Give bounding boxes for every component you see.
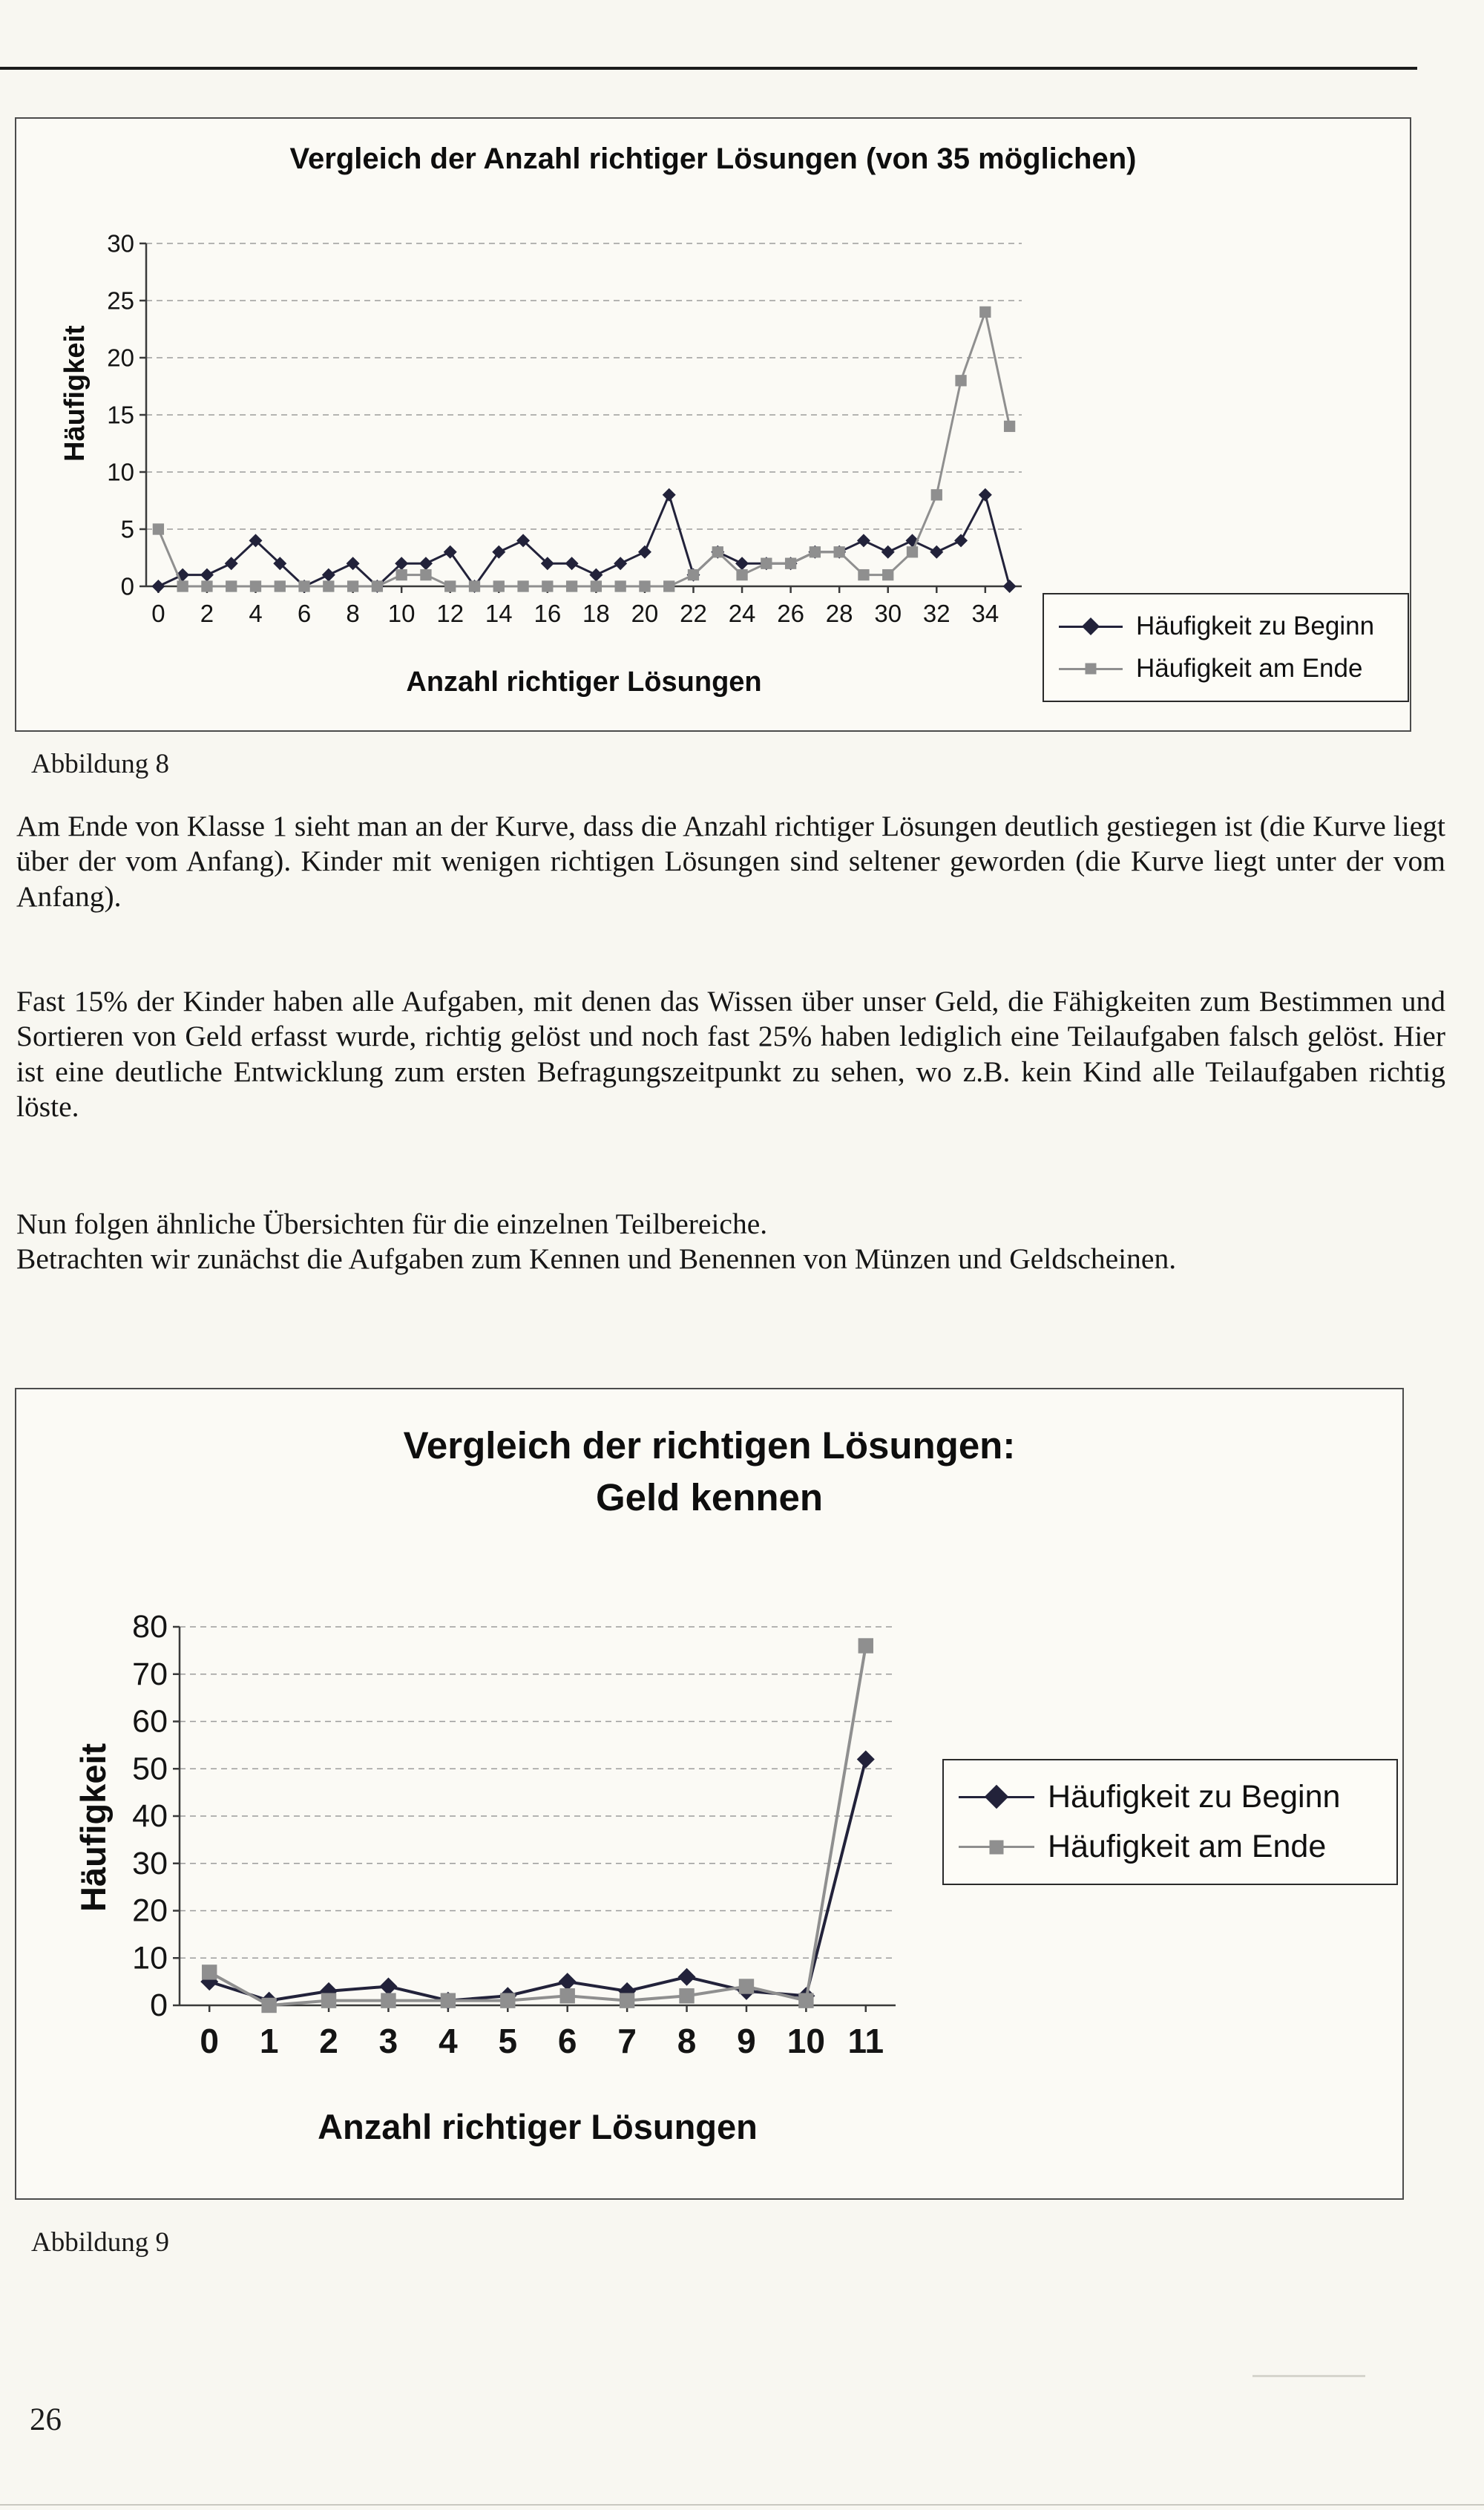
square-marker-icon [1086,663,1097,675]
svg-text:5: 5 [120,515,134,543]
svg-text:10: 10 [387,600,416,627]
chart9-y-axis-label: Häufigkeit [73,1743,113,1912]
svg-text:22: 22 [680,600,707,627]
svg-text:20: 20 [132,1893,168,1929]
line-sample-beginn [959,1796,1034,1798]
chart8-legend-item-ende [1059,654,1393,684]
bottom-rule [0,2504,1484,2506]
svg-text:60: 60 [132,1703,168,1740]
figure-caption-9: Abbildung 9 [31,2227,170,2258]
figure-9 [15,1388,1404,2200]
svg-text:9: 9 [737,2022,756,2060]
svg-text:30: 30 [107,229,134,258]
svg-text:18: 18 [582,600,610,627]
svg-text:10: 10 [132,1940,168,1976]
paragraph-1: Am Ende von Klasse 1 sieht man an der Kurve, dass die Anzahl richtiger Lösungen deutlich gestiegen ist (die Kurve liegt über der vom Anfang). Kinder mit wenigen richtigen Lösungen sind seltener geworden (die Kurve liegt unter der vom Anfang). [16,810,1445,913]
svg-text:8: 8 [346,600,360,627]
square-marker-icon [990,1840,1004,1854]
diamond-marker-icon [985,1785,1009,1809]
svg-text:0: 0 [120,572,134,600]
svg-text:20: 20 [631,600,659,627]
top-rule [0,67,1417,70]
paragraph-3-line-b: Betrachten wir zunächst die Aufgaben zum Kennen und Benennen von Münzen und Geldscheinen. [16,1242,1177,1276]
svg-text:12: 12 [436,600,464,627]
chart8-y-axis-label: Häufigkeit [59,325,91,462]
svg-text:7: 7 [617,2022,637,2060]
page-number: 26 [30,2402,62,2437]
chart8-legend-label-ende: Häufigkeit am Ende [1136,654,1363,683]
svg-text:16: 16 [533,600,562,627]
paragraph-3 [16,1207,1445,1277]
svg-text:24: 24 [728,600,756,627]
svg-text:10: 10 [107,458,134,486]
svg-text:0: 0 [151,600,165,627]
svg-text:28: 28 [825,600,853,627]
svg-text:30: 30 [132,1845,168,1881]
svg-text:20: 20 [107,344,134,372]
svg-text:10: 10 [787,2022,825,2060]
chart9-legend-item-ende [959,1829,1382,1865]
svg-text:14: 14 [485,600,513,627]
scan-artifact [1252,2375,1365,2377]
paragraph-2: Fast 15% der Kinder haben alle Aufgaben, mit denen das Wissen über unser Geld, die Fähigkeiten zum Bestimmen und Sortieren von Geld erfasst wurde, richtig gelöst und noch fast 25% haben lediglich eine Teilaufgaben falsch gelöst. Hier ist eine deutliche Entwicklung zum ersten Befragungszeitpunkt zu sehen, wo z.B. kein Kind alle Teilaufgaben richtig löste. [16,985,1445,1124]
chart9-title-line1: Vergleich der richtigen Lösungen: [403,1424,1016,1467]
svg-text:34: 34 [971,600,999,627]
line-sample-ende [959,1846,1034,1848]
svg-text:6: 6 [557,2022,577,2060]
line-sample-ende [1059,668,1123,670]
figure-8 [15,117,1411,732]
paragraph-3-line-a: Nun folgen ähnliche Übersichten für die einzelnen Teilbereiche. [16,1208,768,1240]
svg-text:6: 6 [297,600,312,627]
chart8-x-axis-label: Anzahl richtiger Lösungen [406,666,762,698]
chart8-title: Vergleich der Anzahl richtiger Lösungen (von 35 möglichen) [289,142,1137,175]
svg-text:25: 25 [107,286,134,315]
chart8-legend [1043,593,1409,702]
chart9-legend-item-beginn [959,1779,1382,1815]
svg-text:3: 3 [378,2022,398,2060]
svg-text:0: 0 [150,1988,168,2023]
svg-text:1: 1 [259,2022,279,2060]
chart9-x-axis-label: Anzahl richtiger Lösungen [318,2107,758,2146]
svg-text:4: 4 [439,2022,458,2060]
svg-text:15: 15 [107,401,134,429]
chart8-legend-label-beginn: Häufigkeit zu Beginn [1136,612,1375,640]
svg-text:0: 0 [200,2022,220,2060]
svg-text:26: 26 [777,600,804,627]
svg-text:50: 50 [132,1751,168,1787]
svg-text:8: 8 [677,2022,697,2060]
svg-text:80: 80 [132,1609,168,1645]
chart9-legend-label-ende: Häufigkeit am Ende [1048,1829,1327,1865]
svg-text:2: 2 [200,600,214,627]
svg-text:11: 11 [847,2022,884,2060]
chart9-legend-label-beginn: Häufigkeit zu Beginn [1048,1778,1341,1815]
svg-text:4: 4 [249,600,263,627]
svg-text:2: 2 [319,2022,338,2060]
chart9-title-line2: Geld kennen [595,1476,824,1518]
svg-text:70: 70 [132,1656,168,1692]
line-sample-beginn [1059,626,1123,628]
svg-text:5: 5 [498,2022,518,2060]
figure-caption-8: Abbildung 8 [31,749,170,779]
diamond-marker-icon [1082,617,1100,635]
chart9-legend [942,1759,1398,1885]
svg-text:32: 32 [922,600,951,627]
svg-text:40: 40 [132,1798,168,1834]
svg-text:30: 30 [874,600,902,627]
chart8-legend-item-beginn [1059,612,1393,641]
